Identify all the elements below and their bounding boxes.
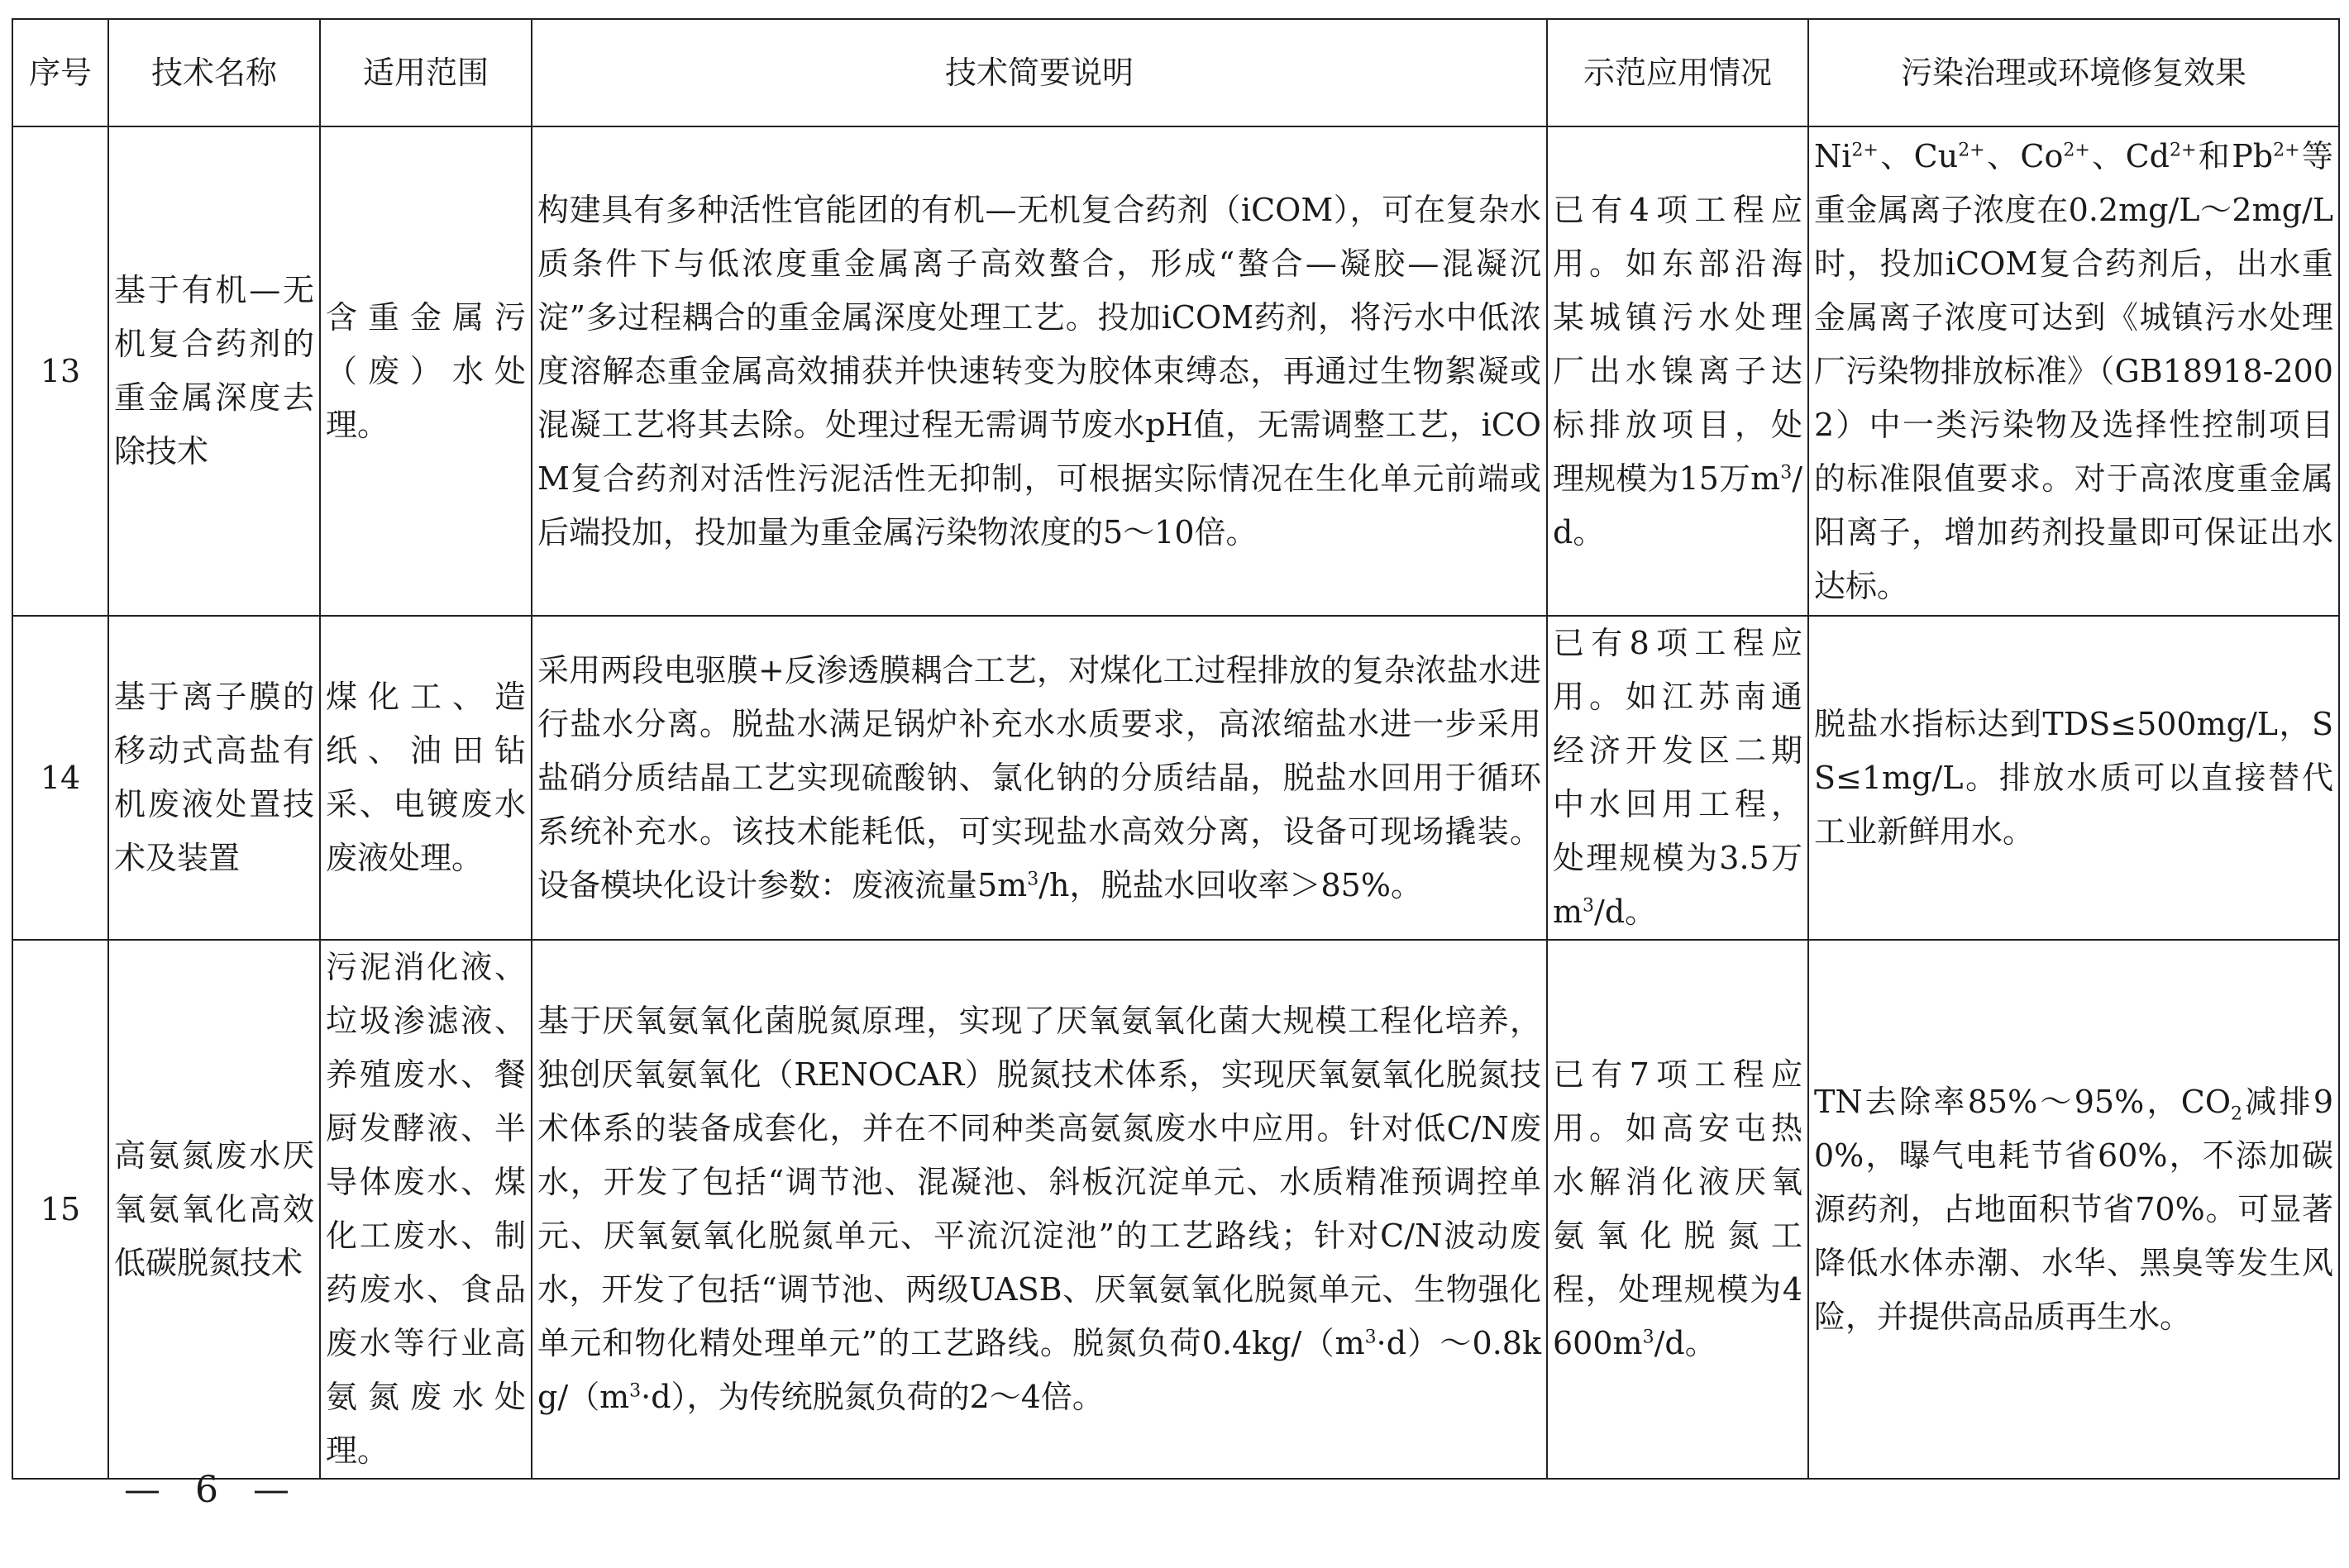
header-effect: 污染治理或环境修复效果: [1808, 19, 2339, 126]
header-demo: 示范应用情况: [1547, 19, 1808, 126]
row-seq: 14: [12, 616, 108, 940]
row-scope: 煤化工、造纸、油田钻采、电镀废水废液处理。: [320, 616, 532, 940]
row-effect: 脱盐水指标达到TDS≤500mg/L，SS≤1mg/L。排放水质可以直接替代工业新鲜用水。: [1808, 616, 2339, 940]
row-demo: 已有4项工程应用。如东部沿海某城镇污水处理厂出水镍离子达标排放项目，处理规模为15万$m^3/d$。: [1547, 126, 1808, 616]
header-scope: 适用范围: [320, 19, 532, 126]
row-effect: $Ni^{2+}$、$Cu^{2+}$、$Co^{2+}$、$Cd^{2+}$和$Pb^{2+}$等重金属离子浓度在0.2mg/L～2mg/L时，投加iCOM复合药剂后，出水重金属离子浓度可达到《城镇污水处理厂污染物排放标准》（GB18918-2002）中一类污染物及选择性控制项目的标准限值要求。对于高浓度重金属阳离子，增加药剂投量即可保证出水达标。: [1808, 126, 2339, 616]
header-seq: 序号: [12, 19, 108, 126]
header-name: 技术名称: [108, 19, 320, 126]
row-tech-name: 高氨氮废水厌氧氨氧化高效低碳脱氮技术: [108, 940, 320, 1479]
row-description: 基于厌氧氨氧化菌脱氮原理，实现了厌氧氨氧化菌大规模工程化培养，独创厌氧氨氧化（RENOCAR）脱氮技术体系，实现厌氧氨氧化脱氮技术体系的装备成套化，并在不同种类高氨氮废水中应用。针对低C/N废水，开发了包括“调节池、混凝池、斜板沉淀单元、水质精准预调控单元、厌氧氨氧化脱氮单元、平流沉淀池”的工艺路线；针对C/N波动废水，开发了包括“调节池、两级UASB、厌氧氨氧化脱氮单元、生物强化单元和物化精处理单元”的工艺路线。脱氮负荷$0.4kg/(m^3\cdot d)\sim 0.8kg/(m^3\cdot d)$，为传统脱氮负荷的2～4倍。: [532, 940, 1547, 1479]
table-row: [12, 616, 2339, 940]
row-demo: 已有8项工程应用。如江苏南通经济开发区二期中水回用工程，处理规模为3.5万$m^3/d$。: [1547, 616, 1808, 940]
row-seq: 15: [12, 940, 108, 1479]
technology-table: [12, 18, 2340, 1480]
header-description: 技术简要说明: [532, 19, 1547, 126]
row-description: 构建具有多种活性官能团的有机—无机复合药剂（iCOM），可在复杂水质条件下与低浓度重金属离子高效螯合，形成“螯合—凝胶—混凝沉淀”多过程耦合的重金属深度处理工艺。投加iCOM药剂，将污水中低浓度溶解态重金属高效捕获并快速转变为胶体束缚态，再通过生物絮凝或混凝工艺将其去除。处理过程无需调节废水pH值，无需调整工艺，iCOM复合药剂对活性污泥活性无抑制，可根据实际情况在生化单元前端或后端投加，投加量为重金属污染物浓度的5～10倍。: [532, 126, 1547, 616]
row-scope: 含重金属污（废）水处理。: [320, 126, 532, 616]
row-tech-name: 基于离子膜的移动式高盐有机废液处置技术及装置: [108, 616, 320, 940]
row-scope: 污泥消化液、垃圾渗滤液、养殖废水、餐厨发酵液、半导体废水、煤化工废水、制药废水、食品废水等行业高氨氮废水处理。: [320, 940, 532, 1479]
page-number: — 6 —: [124, 1469, 301, 1511]
row-description: 采用两段电驱膜+反渗透膜耦合工艺，对煤化工过程排放的复杂浓盐水进行盐水分离。脱盐水满足锅炉补充水水质要求，高浓缩盐水进一步采用盐硝分质结晶工艺实现硫酸钠、氯化钠的分质结晶，脱盐水回用于循环系统补充水。该技术能耗低，可实现盐水高效分离，设备可现场撬装。设备模块化设计参数：废液流量$5m^3/h$，脱盐水回收率＞85%。: [532, 616, 1547, 940]
row-tech-name: 基于有机—无机复合药剂的重金属深度去除技术: [108, 126, 320, 616]
table-row: [12, 940, 2339, 1479]
row-effect: TN去除率85%～95%，$CO_2$减排90%，曝气电耗节省60%，不添加碳源药剂，占地面积节省70%。可显著降低水体赤潮、水华、黑臭等发生风险，并提供高品质再生水。: [1808, 940, 2339, 1479]
row-seq: 13: [12, 126, 108, 616]
table-row: [12, 126, 2339, 616]
table-header-row: [12, 19, 2339, 126]
row-demo: 已有7项工程应用。如高安屯热水解消化液厌氧氨氧化脱氮工程，处理规模为$4600m^3/d$。: [1547, 940, 1808, 1479]
